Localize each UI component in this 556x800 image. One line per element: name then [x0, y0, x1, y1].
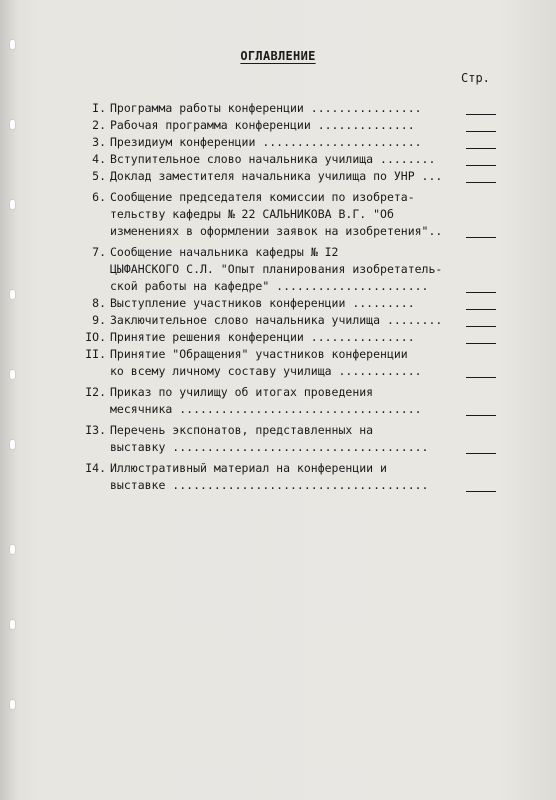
page-number-blank	[466, 377, 496, 378]
page-column-label: Стр.	[461, 71, 490, 85]
entry-number: 2.	[92, 118, 106, 132]
binding-holes	[10, 0, 18, 800]
entry-title: Перечень экспонатов, представленных на выставку .....................................	[110, 423, 429, 454]
page-number-blank	[466, 131, 496, 132]
page-number-blank	[466, 453, 496, 454]
page-number-blank	[466, 292, 496, 293]
toc-entry	[82, 384, 502, 418]
entry-title: Сообщение председателя комиссии по изобрета- тельству кафедры № 22 САЛЬНИКОВА В.Г. "Об изменениях в оформлении заявок на изобретения"..	[110, 190, 443, 238]
toc-entry	[82, 189, 502, 240]
entry-number: I3.	[85, 423, 106, 437]
page-number-blank	[466, 182, 496, 183]
entry-title: Программа работы конференции ................	[110, 101, 422, 115]
punch-hole	[10, 700, 15, 709]
entry-number: I2.	[85, 385, 106, 399]
punch-hole	[10, 370, 15, 379]
entry-number: 9.	[92, 313, 106, 327]
entry-number: IO.	[85, 330, 106, 344]
punch-hole	[10, 545, 15, 554]
page-number-blank	[466, 165, 496, 166]
toc-entry	[82, 151, 502, 168]
page-title: ОГЛАВЛЕНИЕ	[240, 49, 316, 63]
entry-title: Доклад заместителя начальника училища по УНР ...	[110, 169, 443, 183]
entry-title: Рабочая программа конференции ..............	[110, 118, 415, 132]
entry-number: 3.	[92, 135, 106, 149]
entry-number: I.	[92, 101, 106, 115]
entry-number: 7.	[92, 245, 106, 259]
entry-title: Выступление участников конференции .........	[110, 296, 415, 310]
entry-title: Принятие "Обращения" участников конференции ко всему личному составу училища ............	[110, 347, 422, 378]
entry-number: 8.	[92, 296, 106, 310]
punch-hole	[10, 290, 15, 299]
page-number-blank	[466, 114, 496, 115]
toc-entry	[82, 168, 502, 185]
toc-entry	[82, 422, 502, 456]
toc-entry	[82, 117, 502, 134]
page-number-blank	[466, 491, 496, 492]
page-number-blank	[466, 237, 496, 238]
punch-hole	[10, 120, 15, 129]
page-number-blank	[466, 148, 496, 149]
punch-hole	[10, 40, 15, 49]
entry-title: Вступительное слово начальника училища ........	[110, 152, 436, 166]
entry-number: I4.	[85, 461, 106, 475]
toc-entry	[82, 346, 502, 380]
table-of-contents	[82, 100, 502, 494]
entry-title: Президиум конференции .......................	[110, 135, 422, 149]
toc-entry	[82, 134, 502, 151]
entry-number: 4.	[92, 152, 106, 166]
toc-entry	[82, 329, 502, 346]
toc-entry	[82, 100, 502, 117]
punch-hole	[10, 440, 15, 449]
page-number-blank	[466, 326, 496, 327]
page-number-blank	[466, 309, 496, 310]
page-number-blank	[466, 343, 496, 344]
entry-title: Принятие решения конференции ...............	[110, 330, 415, 344]
punch-hole	[10, 620, 15, 629]
toc-entry	[82, 460, 502, 494]
entry-title: Иллюстративный материал на конференции и выставке .....................................	[110, 461, 429, 492]
entry-title: Приказ по училищу об итогах проведения месячника ...................................	[110, 385, 422, 416]
entry-number: II.	[85, 347, 106, 361]
toc-entry	[82, 312, 502, 329]
entry-title: Заключительное слово начальника училища ........	[110, 313, 443, 327]
entry-number: 5.	[92, 169, 106, 183]
toc-entry	[82, 244, 502, 295]
page-number-blank	[466, 415, 496, 416]
toc-entry	[82, 295, 502, 312]
entry-title: Сообщение начальника кафедры № I2 ЦЫФАНСКОГО С.Л. "Опыт планирования изобретатель- ской работы на кафедре" ......................	[110, 245, 443, 293]
punch-hole	[10, 200, 15, 209]
entry-number: 6.	[92, 190, 106, 204]
